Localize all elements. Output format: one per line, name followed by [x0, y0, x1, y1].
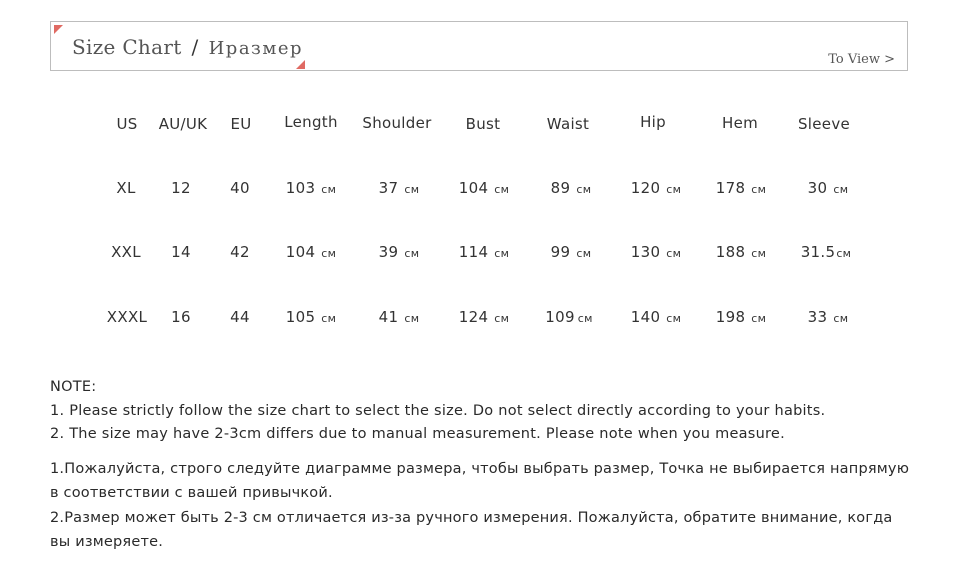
column-header-hip: Hip [640, 113, 666, 131]
note-en-2: 2. The size may have 2-3cm differs due to manual measurement. Please note when you measure. [50, 426, 785, 442]
cell-length: 104 cм [285, 243, 337, 261]
column-header-us: US [116, 115, 138, 133]
column-header-eu: EU [230, 115, 252, 133]
column-header-length: Length [284, 113, 338, 131]
cell-auuk: 14 [171, 243, 191, 261]
cell-shoulder: 39 cм [378, 243, 420, 261]
cell-shoulder: 37 cм [378, 179, 420, 197]
cell-us: XXL [111, 243, 141, 261]
title-russian: Иразмер [208, 38, 304, 59]
cell-eu: 40 [230, 179, 250, 197]
cell-eu: 44 [230, 308, 250, 326]
cell-hem: 178 cм [715, 179, 767, 197]
cell-hip: 130 cм [630, 243, 682, 261]
title-separator: / [191, 35, 199, 59]
cell-us: XXXL [106, 308, 148, 326]
column-header-auuk: AU/UK [158, 115, 208, 133]
cell-waist: 109 cм [545, 308, 593, 326]
note-en-1: 1. Please strictly follow the size chart to select the size. Do not select directly according to your habits. [50, 402, 826, 419]
cell-waist: 99 cм [550, 243, 592, 261]
column-header-shoulder: Shoulder [362, 114, 432, 132]
cell-length: 105 cм [285, 308, 337, 326]
cell-hem: 188 cм [715, 243, 767, 261]
notes-heading: NOTE: [50, 379, 97, 395]
cell-shoulder: 41 cм [378, 308, 420, 326]
cell-sleeve: 33 cм [807, 308, 849, 326]
cell-waist: 89 cм [550, 179, 592, 197]
column-header-hem: Hem [721, 114, 759, 132]
cell-us: XL [116, 179, 136, 197]
cell-sleeve: 31.5cм [800, 243, 852, 261]
cell-auuk: 16 [171, 308, 191, 326]
to-view-link[interactable]: To View > [828, 52, 895, 67]
note-ru-1: 1.Пожалуйста, строго следуйте диаграмме размера, чтобы выбрать размер, Точка не выбирается напрямую в соответствии с вашей привычкой. [50, 461, 910, 501]
cell-bust: 114 cм [458, 243, 510, 261]
cell-bust: 124 cм [458, 308, 510, 326]
cell-length: 103 cм [285, 179, 337, 197]
cell-sleeve: 30 cм [807, 179, 849, 197]
title-english: Size Chart [72, 35, 182, 59]
column-header-bust: Bust [465, 115, 501, 133]
cell-hip: 140 cм [630, 308, 682, 326]
notes-english [50, 376, 920, 447]
column-header-sleeve: Sleeve [797, 115, 851, 133]
note-ru-2: 2.Размер может быть 2-3 см отличается из-за ручного измерения. Пожалуйста, обратите внимание, когда вы измеряете. [50, 510, 893, 550]
notes-russian [50, 458, 910, 556]
cell-hip: 120 cм [630, 179, 682, 197]
column-header-waist: Waist [546, 115, 590, 133]
cell-eu: 42 [230, 243, 250, 261]
cell-auuk: 12 [171, 179, 191, 197]
cell-bust: 104 cм [458, 179, 510, 197]
cell-hem: 198 cм [715, 308, 767, 326]
